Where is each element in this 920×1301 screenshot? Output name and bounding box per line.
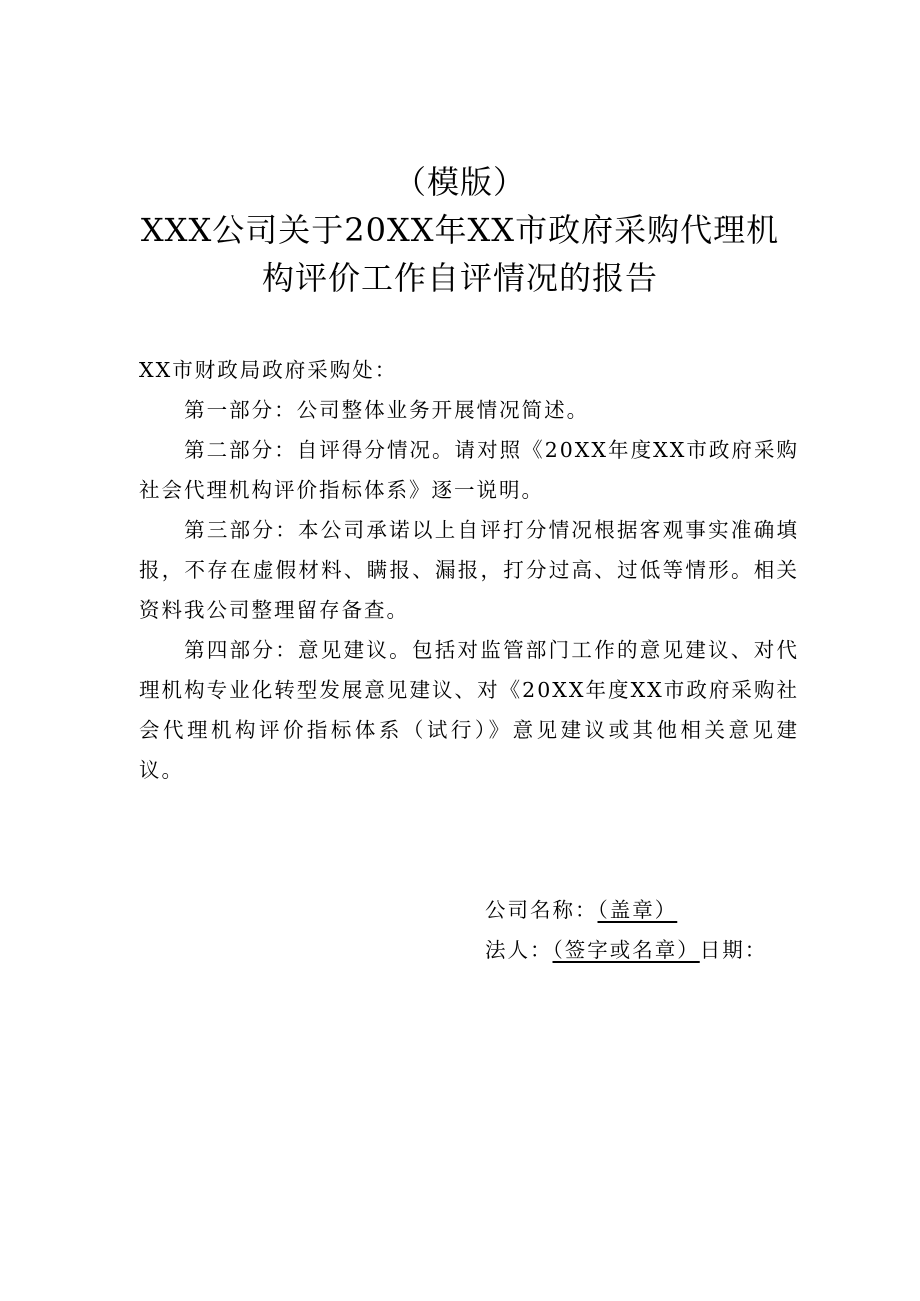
paragraph-part-2: 第二部分：自评得分情况。请对照《20XX年度XX市政府采购社会代理机构评价指标体系》逐一说明。 xyxy=(139,438,799,502)
document-body xyxy=(139,350,799,790)
document-title xyxy=(0,158,920,302)
paragraph-part-4: 第四部分：意见建议。包括对监管部门工作的意见建议、对代理机构专业化转型发展意见建议、对《20XX年度XX市政府采购社会代理机构评价指标体系（试行）》意见建议或其他相关意见建议。 xyxy=(139,638,799,782)
legal-person-line xyxy=(485,930,767,970)
company-seal-field: （盖章） xyxy=(597,898,678,922)
salutation: XX市财政局政府采购处： xyxy=(139,358,398,382)
paragraph-part-1: 第一部分：公司整体业务开展情况简述。 xyxy=(184,398,590,422)
company-name-line xyxy=(485,890,767,930)
legal-person-label: 法人： xyxy=(485,938,553,962)
signature-block xyxy=(485,890,767,970)
paragraph-part-3: 第三部分：本公司承诺以上自评打分情况根据客观事实准确填报，不存在虚假材料、瞒报、漏报，打分过高、过低等情形。相关资料我公司整理留存备查。 xyxy=(139,518,799,622)
date-label: 日期： xyxy=(699,938,768,962)
title-line-1: XXX公司关于20XX年XX市政府采购代理机 xyxy=(140,211,780,249)
title-line-2: 构评价工作自评情况的报告 xyxy=(261,259,658,297)
legal-signature-field: （签字或名章） xyxy=(552,938,700,962)
title-template-tag: （模版） xyxy=(393,163,526,201)
company-name-label: 公司名称： xyxy=(485,898,598,922)
